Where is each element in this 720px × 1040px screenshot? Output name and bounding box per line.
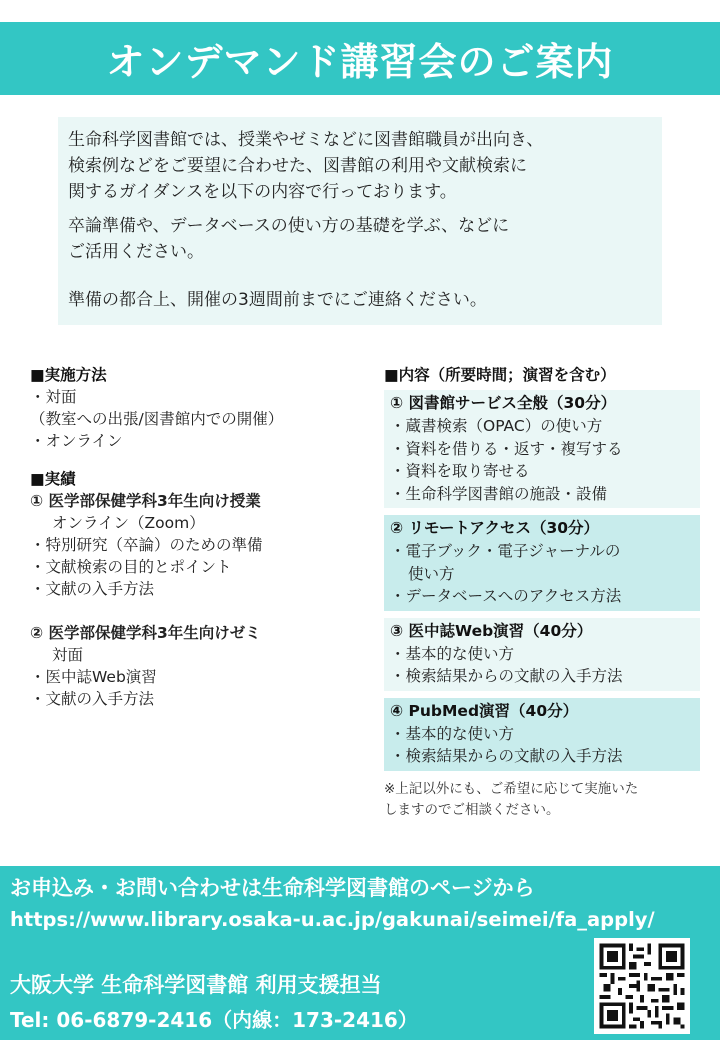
course-box-library-services	[384, 390, 700, 508]
result-1-title: ① 医学部保健学科3年生向け授業	[30, 492, 261, 510]
course-item: ・資料を借りる・返す・複写する	[390, 439, 623, 458]
note-line: しますのでご相談ください。	[384, 801, 560, 818]
course-title: ② リモートアクセス（30分）	[390, 519, 600, 537]
course-item: ・生命科学図書館の施設・設備	[390, 484, 608, 503]
intro-deadline: 準備の都合上、開催の3週間前までにご連絡ください。	[68, 290, 487, 310]
course-box-remote-access	[384, 515, 700, 611]
result-2-item: ・医中誌Web演習	[30, 668, 157, 686]
intro-box	[58, 117, 662, 325]
note-text	[384, 779, 700, 821]
left-column	[30, 364, 370, 710]
result-2-item: ・文献の入手方法	[30, 690, 155, 708]
telephone: Tel: 06-6879-2416（内線：173-2416）	[10, 1008, 418, 1032]
contents-heading: ■内容（所要時間；演習を含む）	[384, 366, 616, 384]
footer-contact	[0, 866, 720, 1040]
intro-line: 卒論準備や、データベースの使い方の基礎を学ぶ、などに	[68, 216, 510, 236]
course-item: ・検索結果からの文献の入手方法	[390, 667, 623, 685]
note-line: ※上記以外にも、ご希望に応じて実施いた	[384, 780, 639, 797]
course-item: ・データベースへのアクセス方法	[390, 587, 622, 605]
course-title: ① 図書館サービス全般（30分）	[390, 394, 617, 412]
course-title: ③ 医中誌Web演習（40分）	[390, 621, 593, 640]
course-item: ・電子ブック・電子ジャーナルの	[390, 542, 621, 560]
result-1-format: オンライン（Zoom）	[52, 514, 205, 532]
method-heading: ■実施方法	[30, 366, 107, 384]
header-banner	[0, 22, 720, 95]
result-2-title: ② 医学部保健学科3年生向けゼミ	[30, 624, 261, 642]
method-item: ・オンライン	[30, 432, 123, 450]
apply-url-link[interactable]: https://www.library.osaka-u.ac.jp/gakunai/seimei/fa_apply/	[10, 908, 655, 931]
result-1-item: ・文献検索の目的とポイント	[30, 558, 232, 576]
course-item: ・蔵書検索（OPAC）の使い方	[390, 417, 603, 435]
course-item: ・基本的な使い方	[390, 644, 515, 663]
course-box-ichushi	[384, 618, 700, 691]
course-item-continued: 使い方	[408, 564, 455, 583]
organization-name: 大阪大学 生命科学図書館 利用支援担当	[10, 973, 382, 997]
course-box-pubmed	[384, 698, 700, 771]
intro-line: 検索例などをご要望に合わせた、図書館の利用や文献検索に	[68, 156, 527, 176]
page-title: オンデマンド講習会のご案内	[106, 40, 614, 84]
course-item: ・検索結果からの文献の入手方法	[390, 747, 623, 765]
method-item: ・対面	[30, 388, 77, 406]
results-heading: ■実績	[30, 470, 76, 488]
intro-line: 関するガイダンスを以下の内容で行っております。	[68, 182, 457, 202]
course-title: ④ PubMed演習（40分）	[390, 701, 579, 720]
intro-line: ご活用ください。	[68, 242, 204, 262]
result-2-format: 対面	[52, 646, 84, 664]
apply-text: お申込み・お問い合わせは生命科学図書館のページから	[10, 876, 535, 900]
intro-line: 生命科学図書館では、授業やゼミなどに図書館職員が出向き、	[68, 130, 544, 150]
right-column	[384, 364, 700, 821]
course-item: ・資料を取り寄せる	[390, 462, 530, 480]
course-item: ・基本的な使い方	[390, 724, 515, 743]
result-1-item: ・文献の入手方法	[30, 580, 155, 598]
result-1-item: ・特別研究（卒論）のための準備	[30, 536, 263, 554]
method-item: （教室への出張/図書館内での開催）	[30, 410, 284, 428]
qr-code-icon[interactable]	[594, 938, 690, 1034]
